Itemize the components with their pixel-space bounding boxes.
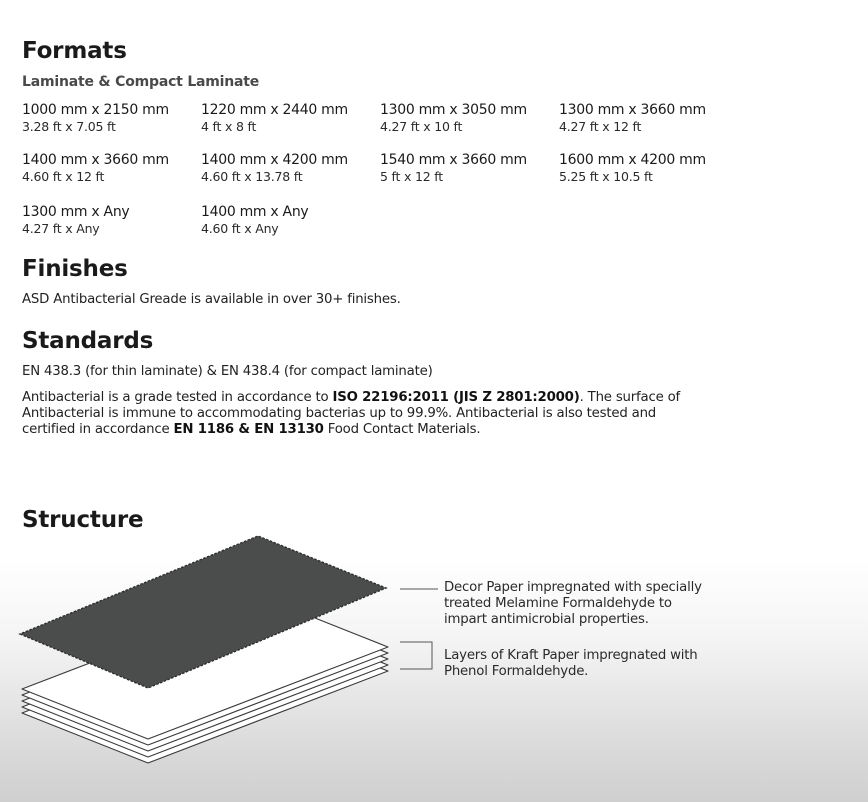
kraft-paper-label (444, 648, 698, 680)
label-line: treated Melamine Formaldehyde to (444, 596, 672, 611)
format-mm: 1400 mm x Any (201, 204, 309, 220)
format-item (201, 152, 376, 184)
format-mm: 1300 mm x Any (22, 204, 130, 220)
format-item (559, 102, 734, 134)
standards-text: Food Contact Materials. (323, 422, 481, 437)
format-ft: 4.27 ft x Any (22, 221, 100, 236)
format-ft: 4.27 ft x 12 ft (559, 119, 642, 134)
formats-subheading: Laminate & Compact Laminate (22, 74, 260, 90)
standards-text: . The surface of Antibacterial is immune to accommodating bacterias up to 99.9%. Antibacterial is also tested and certified in accordance (22, 390, 681, 437)
label-line: Layers of Kraft Paper impregnated with (444, 648, 698, 663)
iso-standard: ISO 22196:2011 (JIS Z 2801:2000) (332, 390, 580, 405)
format-ft: 4.27 ft x 10 ft (380, 119, 463, 134)
standards-heading: Standards (22, 328, 154, 354)
format-item (201, 102, 376, 134)
format-mm: 1300 mm x 3660 mm (559, 102, 706, 118)
label-line: impart antimicrobial properties. (444, 612, 649, 627)
format-item (380, 102, 555, 134)
format-ft: 3.28 ft x 7.05 ft (22, 119, 116, 134)
label-line: Decor Paper impregnated with specially (444, 580, 702, 595)
format-ft: 4 ft x 8 ft (201, 119, 257, 134)
format-ft: 4.60 ft x 12 ft (22, 169, 105, 184)
format-mm: 1400 mm x 4200 mm (201, 152, 348, 168)
format-mm: 1400 mm x 3660 mm (22, 152, 169, 168)
format-item (22, 204, 197, 236)
format-ft: 4.60 ft x 13.78 ft (201, 169, 303, 184)
laminate-structure-diagram (0, 530, 868, 802)
format-mm: 1300 mm x 3050 mm (380, 102, 527, 118)
structure-heading: Structure (22, 507, 144, 533)
standards-paragraph (22, 390, 702, 438)
format-ft: 4.60 ft x Any (201, 221, 279, 236)
finishes-text: ASD Antibacterial Greade is available in over 30+ finishes. (22, 292, 401, 307)
format-item (380, 152, 555, 184)
format-ft: 5 ft x 12 ft (380, 169, 443, 184)
label-line: Phenol Formaldehyde. (444, 664, 589, 679)
format-mm: 1600 mm x 4200 mm (559, 152, 706, 168)
format-item (22, 152, 197, 184)
formats-heading: Formats (22, 38, 127, 64)
standards-line: EN 438.3 (for thin laminate) & EN 438.4 (for compact laminate) (22, 364, 433, 379)
finishes-heading: Finishes (22, 256, 128, 282)
format-item (559, 152, 734, 184)
format-ft: 5.25 ft x 10.5 ft (559, 169, 653, 184)
format-item (22, 102, 197, 134)
standards-text: Antibacterial is a grade tested in accordance to (22, 390, 333, 405)
format-item (201, 204, 376, 236)
format-mm: 1220 mm x 2440 mm (201, 102, 348, 118)
kraft-bracket (400, 642, 432, 669)
decor-paper-label (444, 580, 702, 628)
format-mm: 1000 mm x 2150 mm (22, 102, 169, 118)
en-standard: EN 1186 & EN 13130 (173, 422, 324, 437)
format-mm: 1540 mm x 3660 mm (380, 152, 527, 168)
